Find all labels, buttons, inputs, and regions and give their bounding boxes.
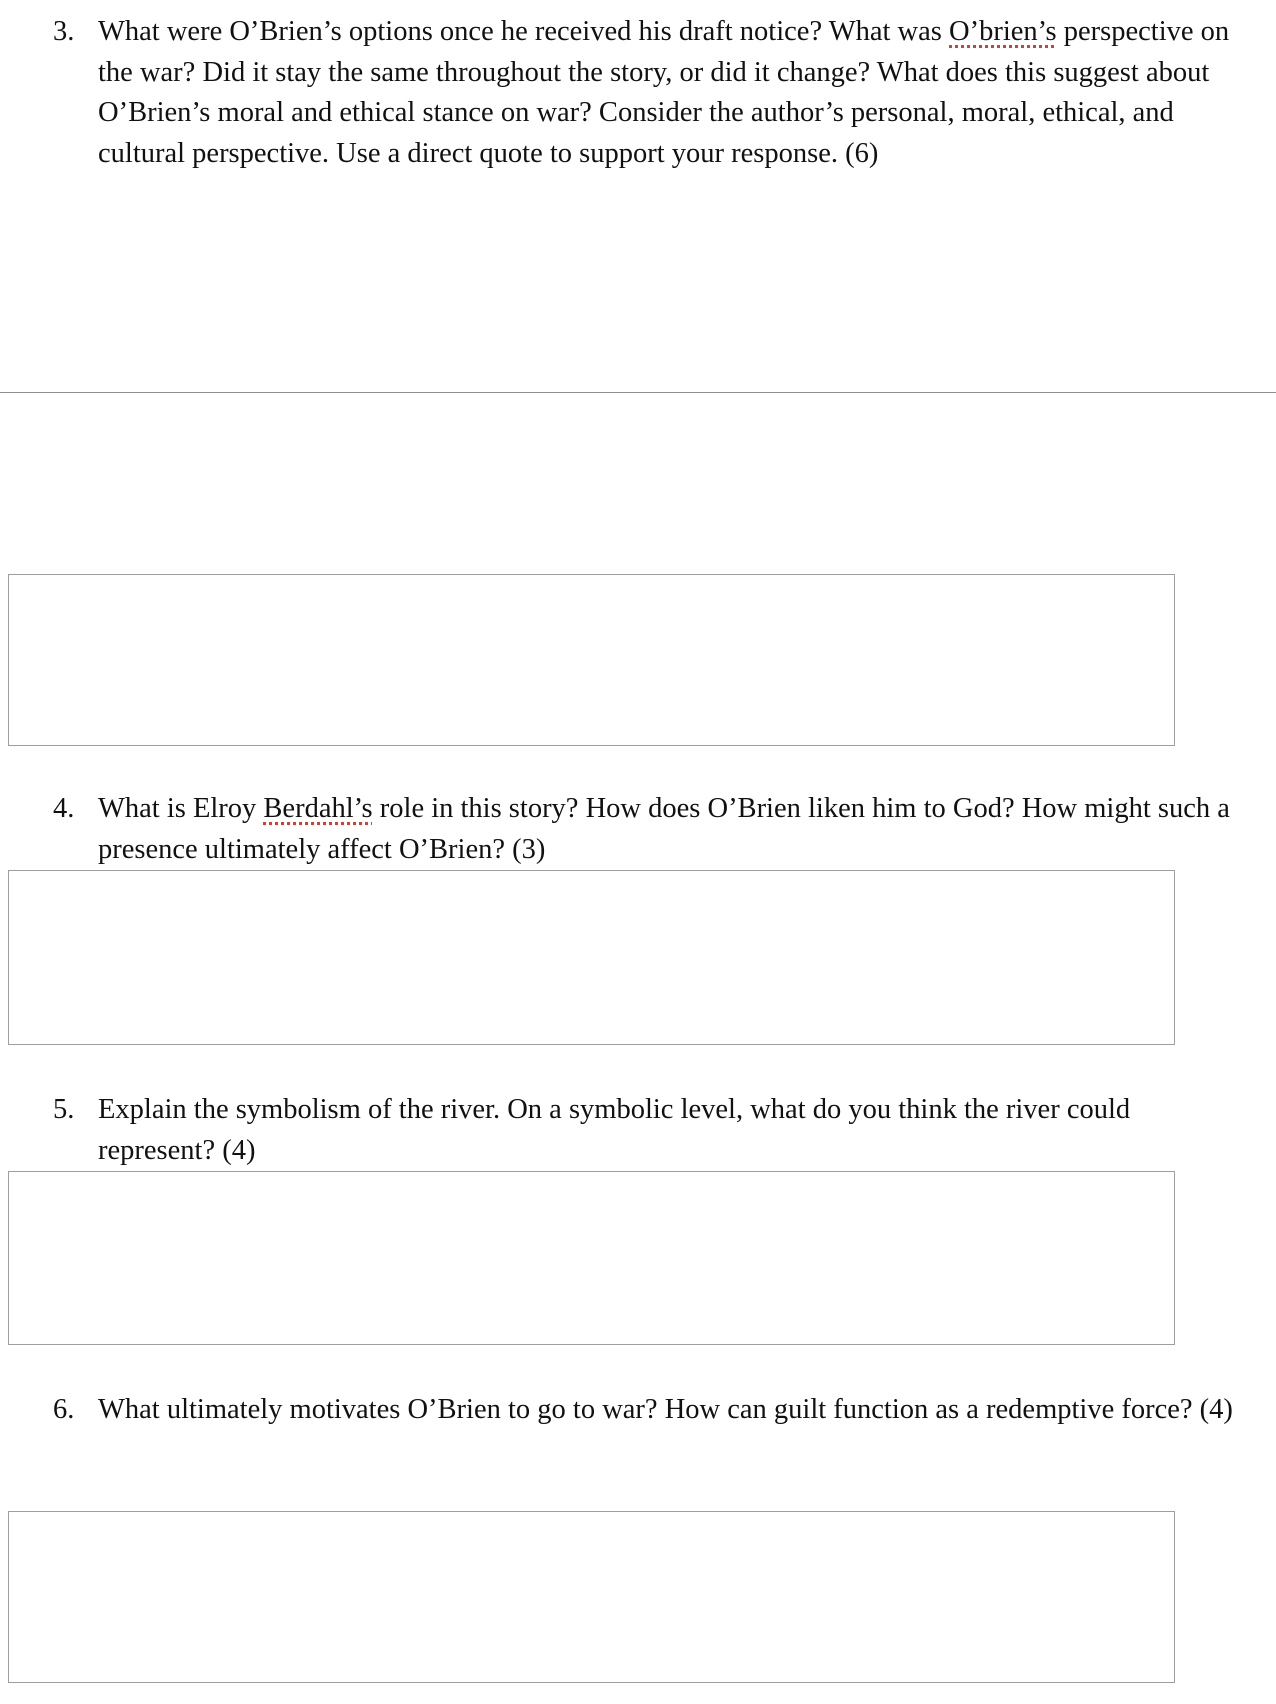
question-text-segment: What is Elroy — [98, 793, 264, 824]
answer-box-4[interactable] — [8, 870, 1175, 1045]
question-5 — [53, 1090, 1233, 1171]
question-4 — [53, 789, 1233, 870]
misspelled-word[interactable]: Berdahl’s — [263, 793, 373, 824]
question-3 — [53, 12, 1233, 174]
question-6 — [53, 1390, 1233, 1431]
page-divider — [0, 392, 1276, 393]
answer-box-5[interactable] — [8, 1171, 1175, 1345]
question-text-segment: role in this story? How does O’Brien liken him to God? How might such a presence ultimately affect O’Brien? (3) — [98, 793, 1230, 865]
question-number: 3. — [53, 16, 75, 47]
question-text: Explain the symbolism of the river. On a symbolic level, what do you think the river could represent? (4) — [98, 1094, 1131, 1166]
question-text — [98, 12, 1233, 174]
question-number: 5. — [53, 1094, 75, 1125]
question-text: What ultimately motivates O’Brien to go to war? How can guilt function as a redemptive force? (4) — [98, 1394, 1233, 1425]
answer-box-6[interactable] — [8, 1511, 1175, 1683]
question-text-segment: perspective on the war? Did it stay the same throughout the story, or did it change? What does this suggest about O’Brien’s moral and ethical stance on war? Consider the author’s personal, moral, ethical, and cultural perspective. Use a direct quote to support your response. (6) — [98, 16, 1230, 169]
question-number: 6. — [53, 1394, 75, 1425]
answer-box-3[interactable] — [8, 574, 1175, 746]
question-text — [98, 789, 1233, 870]
question-text-segment: What were O’Brien’s options once he received his draft notice? What was — [98, 16, 949, 47]
misspelled-word[interactable]: O’brien’s — [949, 16, 1057, 47]
question-number: 4. — [53, 793, 75, 824]
